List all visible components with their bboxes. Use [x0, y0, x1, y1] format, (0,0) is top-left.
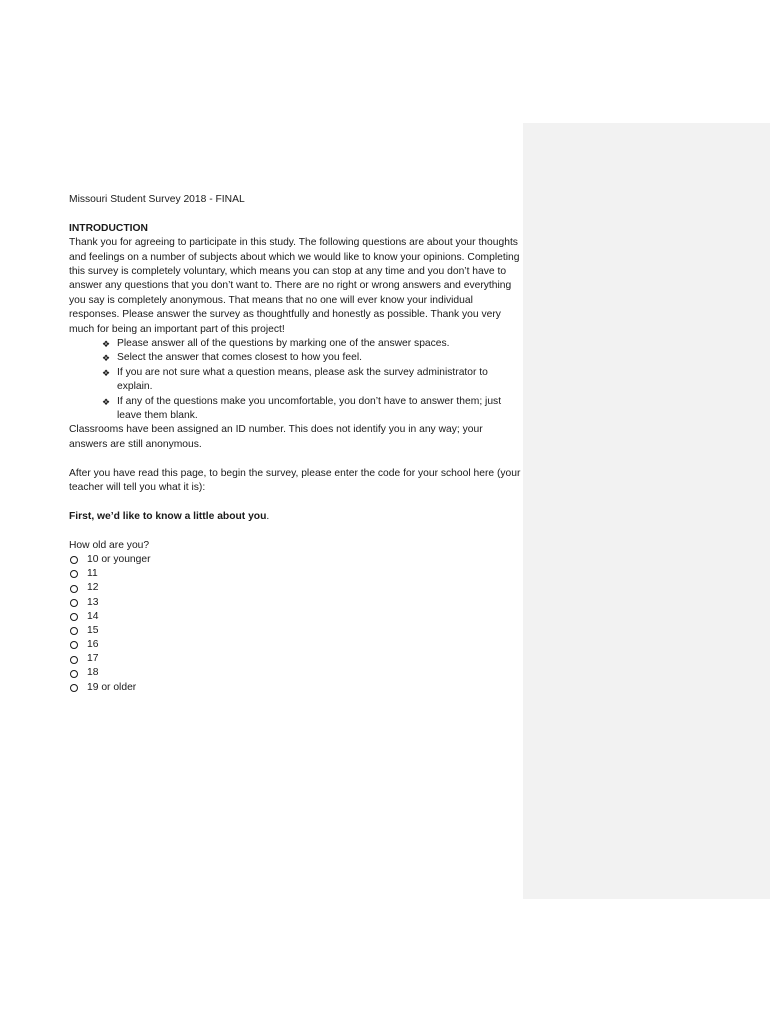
diamond-bullet-icon: ❖: [102, 339, 111, 350]
section-heading-text: First, we’d like to know a little about you: [69, 510, 267, 522]
age-option-label: 12: [87, 582, 99, 594]
instruction-list: [69, 337, 521, 423]
radio-circle-icon[interactable]: [70, 613, 78, 621]
age-option-label: 18: [87, 667, 99, 679]
age-option[interactable]: [69, 638, 521, 652]
radio-circle-icon[interactable]: [70, 684, 78, 692]
age-option-label: 17: [87, 653, 99, 665]
instruction-item: [102, 366, 521, 395]
radio-circle-icon[interactable]: [70, 627, 78, 635]
instruction-item: [102, 395, 521, 424]
instruction-item: [102, 351, 521, 365]
school-code-instruction: After you have read this page, to begin the survey, please enter the code for your school here (your teacher will tell you what it is):: [69, 467, 521, 494]
classroom-note: Classrooms have been assigned an ID number. This does not identify you in any way; your answers are still anonymous.: [69, 424, 483, 450]
instruction-text: If you are not sure what a question means, please ask the survey administrator to explain.: [117, 366, 488, 393]
age-option[interactable]: [69, 652, 521, 666]
age-option[interactable]: [69, 553, 521, 567]
document-page: [69, 193, 521, 695]
section-heading-period: .: [266, 510, 270, 522]
age-option-label: 14: [87, 610, 99, 622]
radio-circle-icon[interactable]: [70, 656, 78, 664]
blank-line: [69, 524, 521, 538]
instruction-item: [102, 337, 521, 351]
diamond-bullet-icon: ❖: [102, 396, 111, 407]
instruction-text: If any of the questions make you uncomfortable, you don’t have to answer them; just leave them blank.: [117, 395, 502, 422]
radio-circle-icon[interactable]: [70, 599, 78, 607]
age-option-label: 16: [87, 639, 99, 651]
age-options-list: [69, 553, 521, 695]
age-question: How old are you?: [69, 539, 150, 551]
radio-circle-icon[interactable]: [70, 570, 78, 578]
age-option-label: 10 or younger: [87, 553, 151, 565]
age-option[interactable]: [69, 667, 521, 681]
blank-line: [69, 207, 521, 221]
age-option[interactable]: [69, 610, 521, 624]
age-option-label: 13: [87, 596, 99, 608]
diamond-bullet-icon: ❖: [102, 353, 111, 364]
radio-circle-icon[interactable]: [70, 670, 78, 678]
age-option[interactable]: [69, 596, 521, 610]
radio-circle-icon[interactable]: [70, 556, 78, 564]
document-title: Missouri Student Survey 2018 - FINAL: [69, 194, 245, 205]
intro-paragraph: Thank you for agreeing to participate in this study. The following questions are about your thoughts and feelings on a number of subjects about which we would like to know your opinions. Completing this survey is completely voluntary, which means you can stop at any time and you don’t have to answer any questions that you don’t want to. There are no right or wrong answers and everything you say is completely anonymous. That means that no one will ever know your individual responses. Please answer the survey as thoughtfully and honestly as possible. Thank you very much for being an important part of this project!: [69, 237, 520, 335]
age-option[interactable]: [69, 681, 521, 695]
intro-heading: INTRODUCTION: [69, 222, 148, 234]
age-option[interactable]: [69, 567, 521, 581]
blank-line: [69, 452, 521, 466]
instruction-text: Select the answer that comes closest to how you feel.: [117, 352, 362, 364]
age-option[interactable]: [69, 624, 521, 638]
instruction-text: Please answer all of the questions by marking one of the answer spaces.: [117, 338, 450, 350]
diamond-bullet-icon: ❖: [102, 367, 111, 378]
age-option-label: 19 or older: [87, 681, 137, 693]
age-option-label: 15: [87, 624, 99, 636]
radio-circle-icon[interactable]: [70, 585, 78, 593]
age-option[interactable]: [69, 581, 521, 595]
radio-circle-icon[interactable]: [70, 641, 78, 649]
section-heading: [69, 510, 521, 524]
comment-margin-pane: [523, 123, 770, 899]
blank-line: [69, 496, 521, 510]
age-option-label: 11: [87, 568, 98, 580]
